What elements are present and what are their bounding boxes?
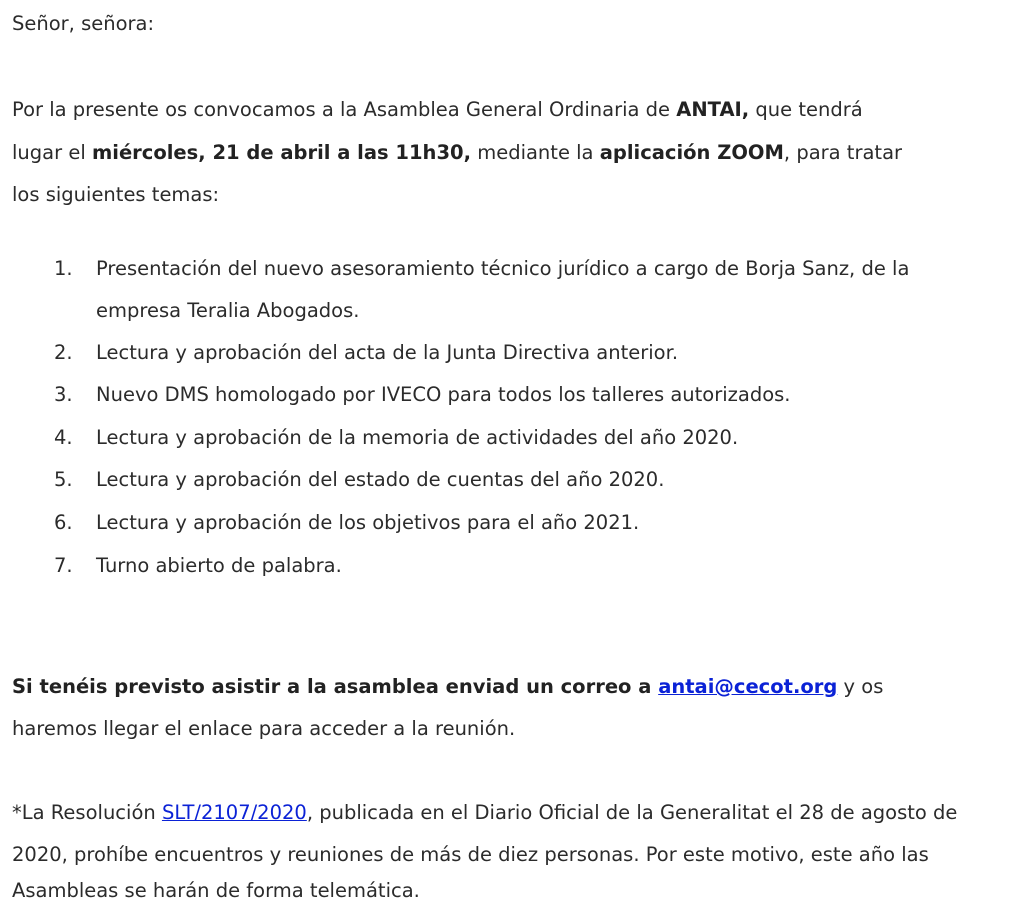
agenda-item-1	[54, 259, 909, 279]
note-line-2: 2020, prohíbe encuentros y reuniones de más de diez personas. Por este motivo, este año las	[12, 843, 929, 866]
agenda-text: Lectura y aprobación de la memoria de actividades del año 2020.	[96, 426, 739, 449]
resolution-link[interactable]: SLT/2107/2020	[161, 801, 307, 824]
agenda-text: Lectura y aprobación de los objetivos para el año 2021.	[96, 511, 640, 534]
greeting: Señor, señora:	[12, 12, 155, 35]
agenda-number: 2.	[54, 341, 73, 364]
agenda-item-6	[54, 513, 639, 533]
email-link[interactable]: antai@cecot.org	[658, 675, 838, 698]
meeting-date: miércoles, 21 de abril a las 11h30,	[91, 141, 471, 164]
agenda-item-5	[54, 470, 664, 490]
attend-text: y os	[837, 675, 884, 698]
intro-text: mediante la	[471, 141, 600, 164]
agenda-item-4	[54, 428, 738, 448]
note-text: , publicada en el Diario Oficial de la Generalitat el 28 de agosto de	[306, 801, 958, 824]
intro-text: que tendrá	[749, 98, 863, 121]
agenda-item-2	[54, 343, 678, 363]
attend-instruction: Si tenéis previsto asistir a la asamblea enviad un correo a	[12, 675, 659, 698]
agenda-text: Lectura y aprobación del acta de la Junta Directiva anterior.	[96, 341, 679, 364]
intro-text: Por la presente os convocamos a la Asamblea General Ordinaria de	[12, 98, 677, 121]
intro-text: , para tratar	[783, 141, 903, 164]
meeting-platform: aplicación ZOOM	[599, 141, 784, 164]
agenda-item-7	[54, 556, 342, 576]
attend-line-1	[12, 677, 883, 697]
agenda-item-1-continuation: empresa Teralia Abogados.	[96, 299, 360, 322]
agenda-text: Nuevo DMS homologado por IVECO para todos los talleres autorizados.	[96, 383, 791, 406]
agenda-text: Lectura y aprobación del estado de cuentas del año 2020.	[96, 468, 665, 491]
agenda-number: 1.	[54, 257, 73, 280]
agenda-text: Turno abierto de palabra.	[96, 554, 342, 577]
association-name: ANTAI,	[676, 98, 750, 121]
note-line-1	[12, 803, 957, 823]
agenda-number: 3.	[54, 383, 73, 406]
intro-line-3: los siguientes temas:	[12, 183, 220, 206]
agenda-number: 4.	[54, 426, 73, 449]
note-text: *La Resolución	[12, 801, 162, 824]
attend-line-2: haremos llegar el enlace para acceder a la reunión.	[12, 717, 516, 740]
agenda-number: 5.	[54, 468, 73, 491]
agenda-number: 7.	[54, 554, 73, 577]
agenda-number: 6.	[54, 511, 73, 534]
intro-line-2	[12, 143, 902, 163]
intro-text: lugar el	[12, 141, 92, 164]
note-line-3: Asambleas se harán de forma telemática.	[12, 879, 420, 902]
intro-line-1	[12, 100, 863, 120]
agenda-text: Presentación del nuevo asesoramiento técnico jurídico a cargo de Borja Sanz, de la	[96, 257, 910, 280]
agenda-item-3	[54, 385, 791, 405]
